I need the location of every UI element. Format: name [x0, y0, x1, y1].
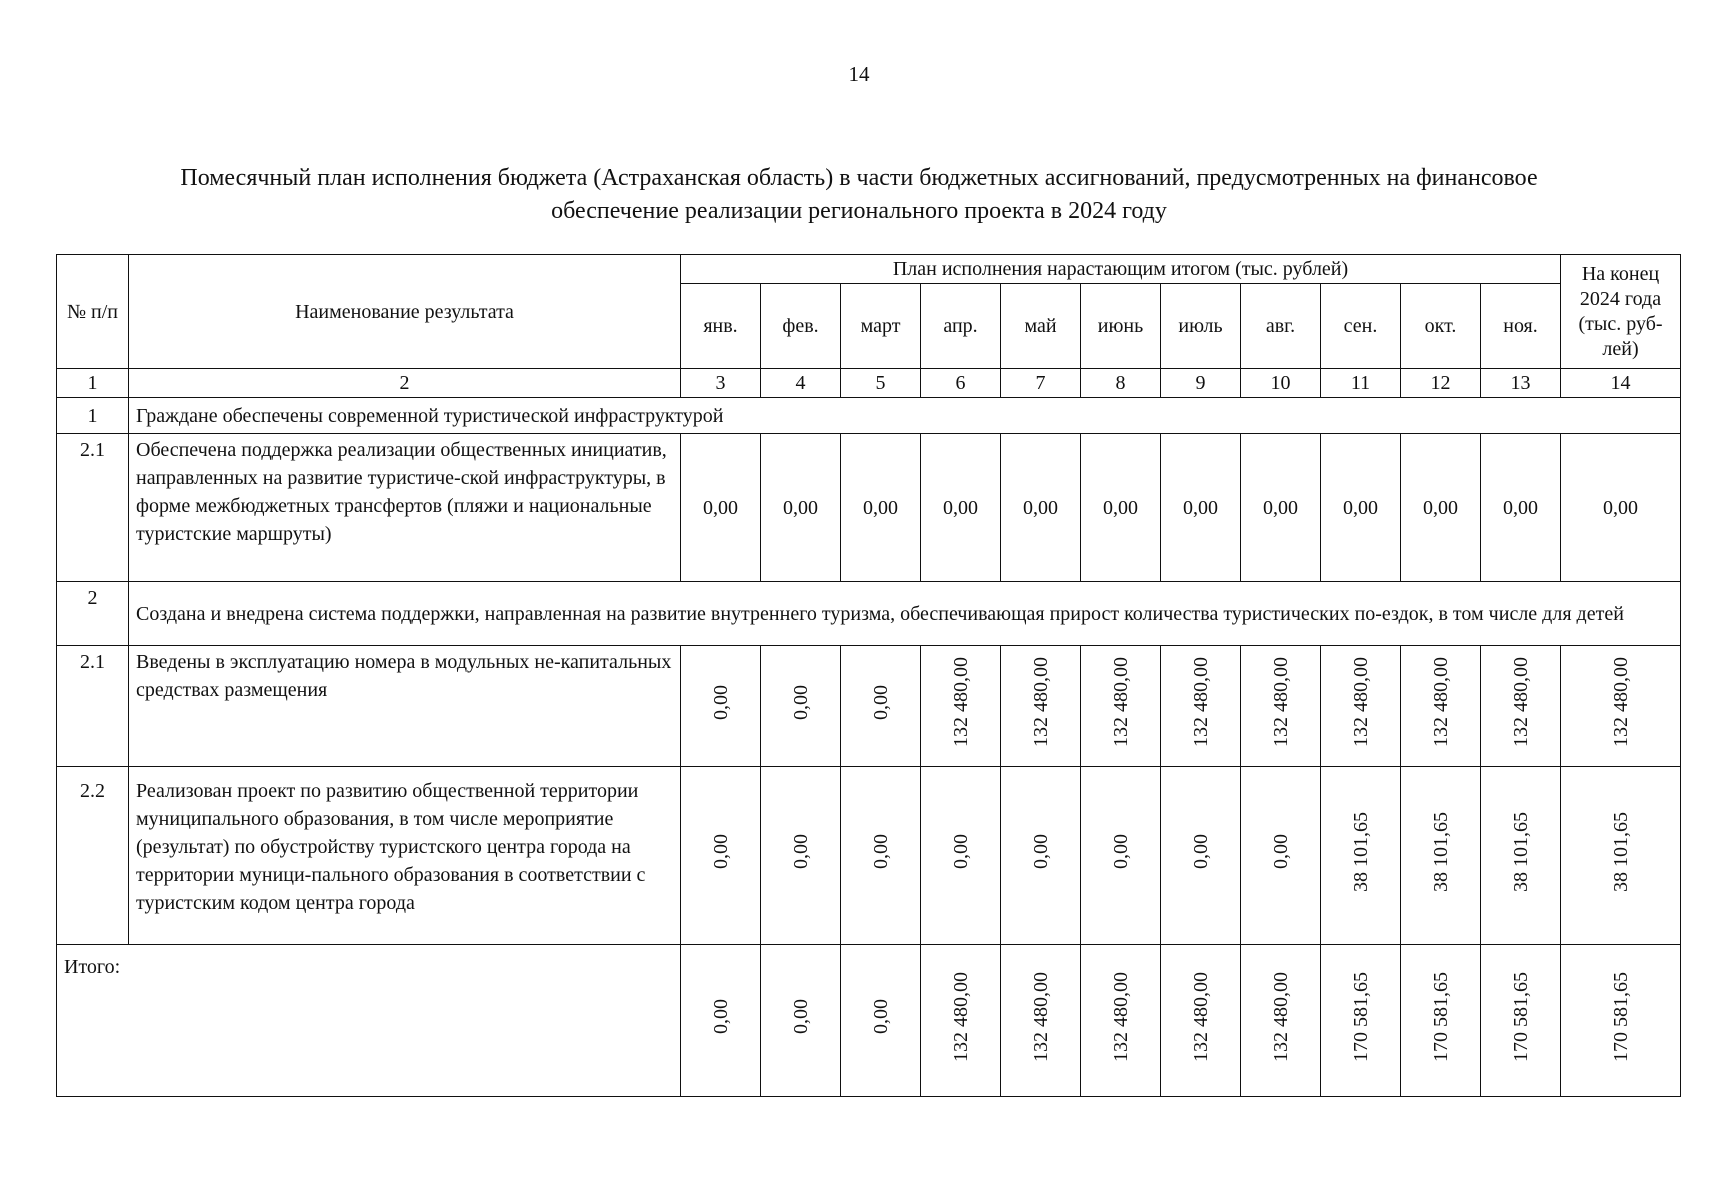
total-value-cell: 132 480,00 [1241, 945, 1321, 1097]
column-number: 14 [1561, 369, 1681, 398]
column-number: 11 [1321, 369, 1401, 398]
header-month: март [841, 284, 921, 369]
value-cell: 0,00 [1241, 434, 1321, 582]
section-row [57, 398, 1681, 434]
value-cell: 0,00 [921, 767, 1001, 945]
value-cell: 0,00 [1161, 434, 1241, 582]
value-cell: 0,00 [1561, 434, 1681, 582]
value-cell: 0,00 [841, 767, 921, 945]
header-month: май [1001, 284, 1081, 369]
value-cell: 0,00 [841, 434, 921, 582]
value-cell: 0,00 [1081, 767, 1161, 945]
total-value-cell: 0,00 [841, 945, 921, 1097]
title-line-1: Помесячный план исполнения бюджета (Астраханская область) в части бюджетных ассигнований, предусмотренных на финансовое [180, 165, 1538, 191]
value-cell: 132 480,00 [1001, 646, 1081, 767]
total-value-cell: 132 480,00 [921, 945, 1001, 1097]
column-number: 5 [841, 369, 921, 398]
column-number: 12 [1401, 369, 1481, 398]
header-month: янв. [681, 284, 761, 369]
header-name: Наименование результата [129, 255, 681, 369]
row-num: 2.1 [57, 646, 129, 767]
total-value-cell: 132 480,00 [1081, 945, 1161, 1097]
value-cell: 132 480,00 [1321, 646, 1401, 767]
page-number: 14 [848, 62, 870, 86]
column-number: 9 [1161, 369, 1241, 398]
total-value-cell: 132 480,00 [1161, 945, 1241, 1097]
value-cell: 132 480,00 [921, 646, 1001, 767]
value-cell: 132 480,00 [1561, 646, 1681, 767]
column-number: 8 [1081, 369, 1161, 398]
column-number: 13 [1481, 369, 1561, 398]
column-number: 2 [129, 369, 681, 398]
value-cell: 132 480,00 [1161, 646, 1241, 767]
value-cell: 0,00 [1241, 767, 1321, 945]
row-num: 2.2 [57, 767, 129, 945]
value-cell: 0,00 [1081, 434, 1161, 582]
header-plan: План исполнения нарастающим итогом (тыс. рублей) [681, 255, 1561, 284]
value-cell: 0,00 [681, 646, 761, 767]
column-number: 1 [57, 369, 129, 398]
total-row [57, 945, 1681, 1097]
header-month: апр. [921, 284, 1001, 369]
table-row [57, 767, 1681, 945]
value-cell: 0,00 [681, 434, 761, 582]
value-cell: 132 480,00 [1481, 646, 1561, 767]
column-number-row [57, 369, 1681, 398]
row-name: Введены в эксплуатацию номера в модульных не-капитальных средствах размещения [129, 646, 681, 767]
header-num: № п/п [57, 255, 129, 369]
column-number: 7 [1001, 369, 1081, 398]
total-value-cell: 0,00 [681, 945, 761, 1097]
total-value-cell: 170 581,65 [1561, 945, 1681, 1097]
header-month: фев. [761, 284, 841, 369]
column-number: 10 [1241, 369, 1321, 398]
section-title: Создана и внедрена система поддержки, направленная на развитие внутреннего туризма, обеспечивающая прирост количества туристических по-ездок, в том числе для детей [129, 582, 1681, 646]
total-value-cell: 132 480,00 [1001, 945, 1081, 1097]
value-cell: 0,00 [681, 767, 761, 945]
title-line-2: обеспечение реализации регионального проекта в 2024 году [551, 198, 1167, 224]
value-cell: 0,00 [761, 646, 841, 767]
header-month: июль [1161, 284, 1241, 369]
header-month: авг. [1241, 284, 1321, 369]
value-cell: 132 480,00 [1241, 646, 1321, 767]
column-number: 6 [921, 369, 1001, 398]
document-title [40, 162, 1678, 228]
value-cell: 132 480,00 [1081, 646, 1161, 767]
value-cell: 38 101,65 [1401, 767, 1481, 945]
value-cell: 38 101,65 [1481, 767, 1561, 945]
header-month: июнь [1081, 284, 1161, 369]
total-value-cell: 0,00 [761, 945, 841, 1097]
value-cell: 0,00 [1161, 767, 1241, 945]
total-label: Итого: [57, 945, 681, 1097]
value-cell: 132 480,00 [1401, 646, 1481, 767]
header-end-of-year: На конец 2024 года (тыс. руб-лей) [1561, 255, 1681, 369]
value-cell: 0,00 [1401, 434, 1481, 582]
value-cell: 0,00 [1001, 767, 1081, 945]
section-title: Граждане обеспечены современной туристической инфраструктурой [129, 398, 1681, 434]
value-cell: 0,00 [841, 646, 921, 767]
budget-plan-table [56, 254, 1681, 1097]
section-num: 1 [57, 398, 129, 434]
row-name: Обеспечена поддержка реализации общественных инициатив, направленных на развитие туристиче-ской инфраструктуры, в форме межбюджетных трансфертов (пляжи и национальные туристские маршруты) [129, 434, 681, 582]
value-cell: 0,00 [1001, 434, 1081, 582]
value-cell: 0,00 [761, 767, 841, 945]
table-row [57, 646, 1681, 767]
section-row [57, 582, 1681, 646]
value-cell: 0,00 [921, 434, 1001, 582]
section-num: 2 [57, 582, 129, 646]
total-value-cell: 170 581,65 [1481, 945, 1561, 1097]
value-cell: 0,00 [1481, 434, 1561, 582]
table-row [57, 434, 1681, 582]
column-number: 4 [761, 369, 841, 398]
value-cell: 0,00 [761, 434, 841, 582]
value-cell: 38 101,65 [1561, 767, 1681, 945]
row-name: Реализован проект по развитию общественной территории муниципального образования, в том числе мероприятие (результат) по обустройству туристского центра города на территории муници-пального образования в соответствии с туристским кодом центра города [129, 767, 681, 945]
header-month: сен. [1321, 284, 1401, 369]
value-cell: 38 101,65 [1321, 767, 1401, 945]
column-number: 3 [681, 369, 761, 398]
header-month: ноя. [1481, 284, 1561, 369]
value-cell: 0,00 [1321, 434, 1401, 582]
header-row-top [57, 255, 1681, 284]
total-value-cell: 170 581,65 [1321, 945, 1401, 1097]
row-num: 2.1 [57, 434, 129, 582]
header-month: окт. [1401, 284, 1481, 369]
total-value-cell: 170 581,65 [1401, 945, 1481, 1097]
